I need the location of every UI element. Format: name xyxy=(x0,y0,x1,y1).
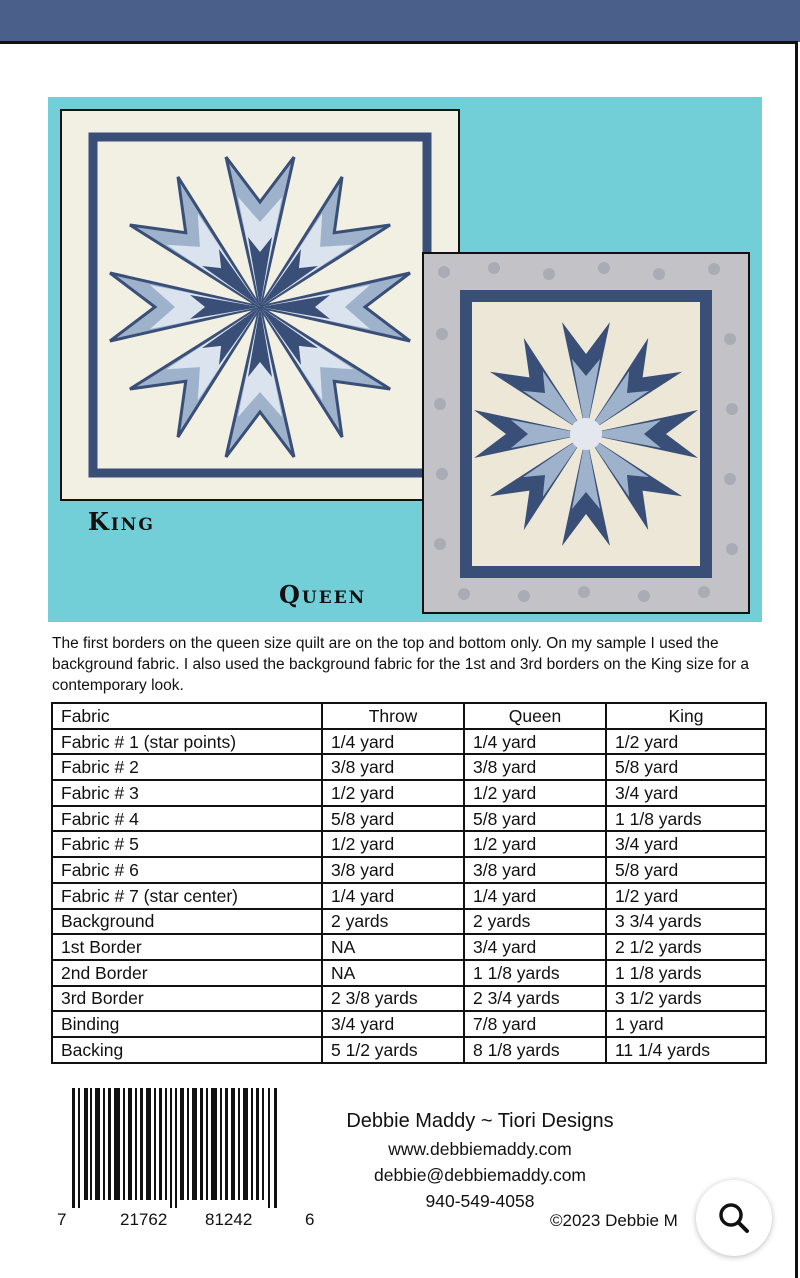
cell-queen: 3/8 yard xyxy=(464,754,606,780)
cell-fabric: Backing xyxy=(52,1037,322,1063)
page-border-top xyxy=(0,41,798,44)
cell-throw: 1/2 yard xyxy=(322,780,464,806)
top-bar xyxy=(0,0,800,42)
quilt-photo xyxy=(48,97,762,622)
cell-queen: 1/2 yard xyxy=(464,831,606,857)
table-row xyxy=(52,960,766,986)
search-button[interactable] xyxy=(696,1180,772,1256)
cell-king: 3/4 yard xyxy=(606,780,766,806)
king-label: King xyxy=(88,507,155,536)
table-header-row xyxy=(52,703,766,729)
cell-king: 1/2 yard xyxy=(606,883,766,909)
cell-throw: 5/8 yard xyxy=(322,806,464,832)
cell-throw: NA xyxy=(322,934,464,960)
cell-king: 5/8 yard xyxy=(606,857,766,883)
table-row xyxy=(52,1037,766,1063)
cell-king: 2 1/2 yards xyxy=(606,934,766,960)
header-fabric: Fabric xyxy=(52,703,322,729)
queen-quilt-image xyxy=(422,252,750,614)
cell-queen: 1 1/8 yards xyxy=(464,960,606,986)
cell-fabric: Fabric # 1 (star points) xyxy=(52,729,322,755)
cell-queen: 8 1/8 yards xyxy=(464,1037,606,1063)
cell-king: 3 3/4 yards xyxy=(606,909,766,935)
cell-fabric: Background xyxy=(52,909,322,935)
barcode-digits-left: 21762 xyxy=(120,1210,168,1229)
cell-queen: 3/8 yard xyxy=(464,857,606,883)
cell-queen: 7/8 yard xyxy=(464,1011,606,1037)
table-row xyxy=(52,754,766,780)
queen-label: Queen xyxy=(279,580,367,609)
cell-fabric: Fabric # 4 xyxy=(52,806,322,832)
cell-queen: 1/4 yard xyxy=(464,883,606,909)
cell-fabric: 2nd Border xyxy=(52,960,322,986)
table-row xyxy=(52,934,766,960)
cell-queen: 2 3/4 yards xyxy=(464,986,606,1012)
table-row xyxy=(52,883,766,909)
cell-king: 1 1/8 yards xyxy=(606,806,766,832)
cell-king: 11 1/4 yards xyxy=(606,1037,766,1063)
search-icon xyxy=(714,1198,754,1238)
king-quilt-image xyxy=(60,109,460,501)
barcode-digits-right: 81242 xyxy=(205,1210,253,1229)
cell-throw: 3/4 yard xyxy=(322,1011,464,1037)
header-king: King xyxy=(606,703,766,729)
cell-fabric: Fabric # 5 xyxy=(52,831,322,857)
cell-queen: 1/2 yard xyxy=(464,780,606,806)
email-link[interactable]: debbie@debbiemaddy.com xyxy=(373,1165,587,1185)
cell-queen: 2 yards xyxy=(464,909,606,935)
table-row xyxy=(52,806,766,832)
cell-king: 1 1/8 yards xyxy=(606,960,766,986)
cell-queen: 5/8 yard xyxy=(464,806,606,832)
cell-throw: 2 3/8 yards xyxy=(322,986,464,1012)
table-row xyxy=(52,986,766,1012)
cell-fabric: 1st Border xyxy=(52,934,322,960)
cell-fabric: Fabric # 2 xyxy=(52,754,322,780)
cell-throw: 3/8 yard xyxy=(322,857,464,883)
page-border-right xyxy=(795,42,798,1278)
yardage-table xyxy=(51,702,767,1064)
table-row xyxy=(52,831,766,857)
barcode-digit-last: 6 xyxy=(305,1210,315,1229)
website-link[interactable]: www.debbiemaddy.com xyxy=(388,1139,572,1159)
cell-throw: 5 1/2 yards xyxy=(322,1037,464,1063)
cell-throw: NA xyxy=(322,960,464,986)
cell-throw: 1/4 yard xyxy=(322,883,464,909)
barcode-digit-first: 7 xyxy=(57,1210,67,1229)
cell-fabric: 3rd Border xyxy=(52,986,322,1012)
cell-king: 5/8 yard xyxy=(606,754,766,780)
cell-throw: 2 yards xyxy=(322,909,464,935)
cell-throw: 1/4 yard xyxy=(322,729,464,755)
cell-fabric: Fabric # 3 xyxy=(52,780,322,806)
cell-king: 3/4 yard xyxy=(606,831,766,857)
cell-queen: 3/4 yard xyxy=(464,934,606,960)
cell-throw: 3/8 yard xyxy=(322,754,464,780)
cell-queen: 1/4 yard xyxy=(464,729,606,755)
cell-throw: 1/2 yard xyxy=(322,831,464,857)
cell-fabric: Binding xyxy=(52,1011,322,1037)
table-row xyxy=(52,1011,766,1037)
table-row xyxy=(52,909,766,935)
header-queen: Queen xyxy=(464,703,606,729)
table-row xyxy=(52,729,766,755)
table-row xyxy=(52,780,766,806)
header-throw: Throw xyxy=(322,703,464,729)
cell-fabric: Fabric # 7 (star center) xyxy=(52,883,322,909)
intro-paragraph: The first borders on the queen size quilt are on the top and bottom only. On my sample I used the background fabric. I also used the background fabric for the 1st and 3rd borders on the King size for a contemporary look. xyxy=(52,635,750,694)
phone-number: 940-549-4058 xyxy=(425,1191,535,1211)
designer-name: Debbie Maddy ~ Tiori Designs xyxy=(346,1110,614,1132)
cell-king: 3 1/2 yards xyxy=(606,986,766,1012)
cell-king: 1/2 yard xyxy=(606,729,766,755)
barcode-image xyxy=(70,1088,300,1208)
cell-fabric: Fabric # 6 xyxy=(52,857,322,883)
table-row xyxy=(52,857,766,883)
cell-king: 1 yard xyxy=(606,1011,766,1037)
copyright-text: ©2023 Debbie M xyxy=(550,1211,678,1230)
